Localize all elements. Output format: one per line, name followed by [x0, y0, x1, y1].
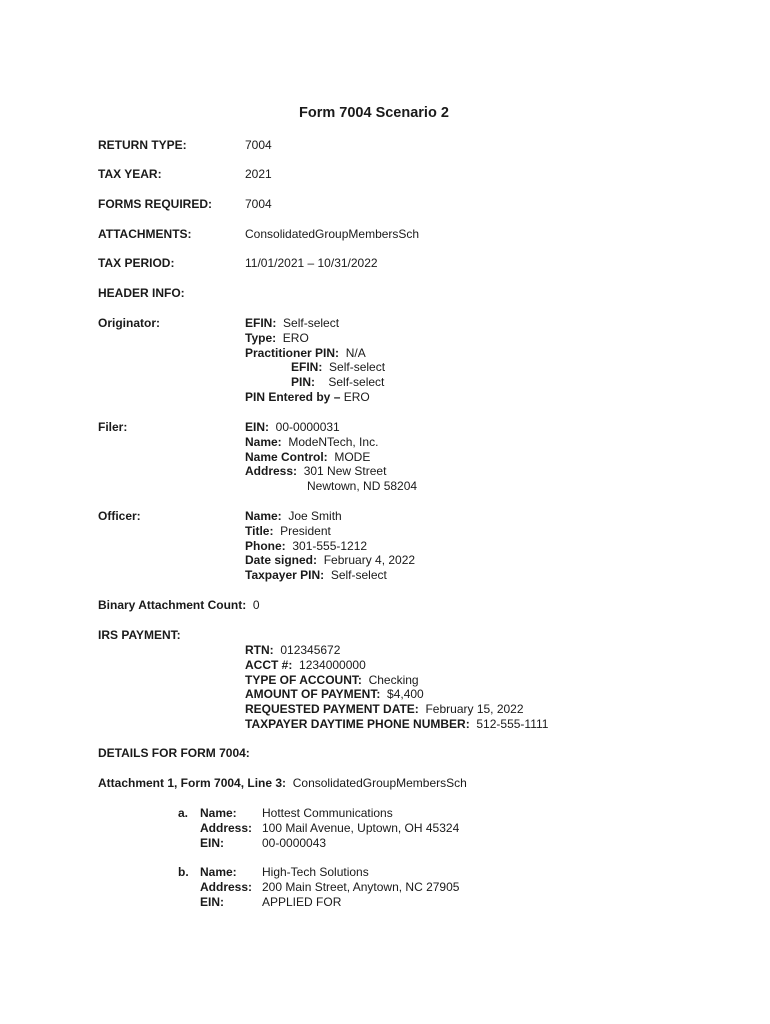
- member-b-address-value: 200 Main Street, Anytown, NC 27905: [262, 879, 460, 894]
- details-label: DETAILS FOR FORM 7004:: [98, 746, 250, 760]
- account-type-label: TYPE OF ACCOUNT:: [245, 672, 362, 687]
- filer-block: [245, 420, 417, 494]
- filer-name-value: ModeNTech, Inc.: [288, 434, 379, 449]
- practitioner-pin-label: Practitioner PIN:: [245, 345, 340, 360]
- attachment1-row: [98, 776, 467, 791]
- tax-year-label: TAX YEAR:: [98, 167, 162, 181]
- member-a-values: [262, 806, 459, 850]
- rtn-value: 012345672: [280, 643, 341, 657]
- officer-taxpayer-pin-label: Taxpayer PIN:: [245, 568, 325, 583]
- irs-payment-block: [245, 643, 548, 732]
- payment-date-value: February 15, 2022: [425, 702, 524, 717]
- daytime-phone-value: 512-555-1111: [476, 716, 549, 731]
- member-a-name-label: Name:: [200, 806, 237, 820]
- originator-efin-value: Self-select: [283, 316, 340, 330]
- practitioner-pin-sub-label: PIN:: [291, 375, 315, 390]
- payment-amount-value: $4,400: [387, 687, 424, 702]
- officer-name-label: Name:: [245, 509, 282, 523]
- filer-name-label: Name:: [245, 434, 282, 449]
- tax-year-value: 2021: [245, 167, 272, 181]
- account-type-value: Checking: [368, 672, 419, 687]
- member-a-address-label: Address:: [200, 820, 253, 835]
- member-b-values: [262, 865, 459, 909]
- binary-attachment-value: 0: [252, 598, 260, 612]
- officer-taxpayer-pin-value: Self-select: [330, 568, 387, 583]
- member-b-ein-label: EIN:: [200, 894, 224, 909]
- member-a-letter: a.: [178, 806, 189, 820]
- attachment1-value: ConsolidatedGroupMembersSch: [292, 776, 467, 790]
- officer-title-value: President: [280, 523, 331, 538]
- member-b-address-label: Address:: [200, 879, 253, 894]
- member-b-labels: [200, 865, 252, 909]
- tax-period-value: 11/01/2021 – 10/31/2022: [245, 256, 378, 270]
- header-info-label: HEADER INFO:: [98, 286, 185, 300]
- tax-period-label: TAX PERIOD:: [98, 256, 175, 270]
- return-type-value: 7004: [245, 138, 272, 152]
- filer-name-control-value: MODE: [334, 449, 371, 464]
- officer-phone-label: Phone:: [245, 538, 286, 553]
- officer-block: [245, 509, 415, 583]
- acct-value: 1234000000: [299, 657, 366, 672]
- practitioner-efin-label: EFIN:: [291, 360, 323, 375]
- practitioner-pin-value: N/A: [345, 345, 366, 360]
- payment-amount-label: AMOUNT OF PAYMENT:: [245, 687, 381, 702]
- member-a-ein-value: 00-0000043: [262, 835, 327, 850]
- officer-phone-value: 301-555-1212: [292, 538, 368, 553]
- officer-name-value: Joe Smith: [288, 509, 342, 523]
- attachment1-label: Attachment 1, Form 7004, Line 3:: [98, 776, 287, 790]
- filer-label: Filer:: [98, 420, 128, 434]
- practitioner-efin-value: Self-select: [329, 360, 386, 375]
- originator-efin-label: EFIN:: [245, 316, 277, 330]
- filer-ein-label: EIN:: [245, 420, 269, 434]
- filer-address-line1: 301 New Street: [303, 464, 387, 479]
- member-a-name-value: Hottest Communications: [262, 806, 393, 820]
- binary-attachment-label: Binary Attachment Count:: [98, 598, 247, 612]
- officer-title-label: Title:: [245, 523, 274, 538]
- officer-date-signed-label: Date signed:: [245, 553, 318, 568]
- member-b-name-label: Name:: [200, 865, 237, 879]
- pin-entered-label: PIN Entered by –: [245, 389, 341, 404]
- rtn-label: RTN:: [245, 643, 274, 657]
- originator-label: Originator:: [98, 316, 160, 330]
- officer-label: Officer:: [98, 509, 141, 523]
- attachments-value: ConsolidatedGroupMembersSch: [245, 227, 420, 241]
- filer-address-label: Address:: [245, 464, 298, 479]
- member-b-name-value: High-Tech Solutions: [262, 865, 369, 879]
- filer-ein-value: 00-0000031: [275, 420, 340, 434]
- return-type-label: RETURN TYPE:: [98, 138, 187, 152]
- forms-required-label: FORMS REQUIRED:: [98, 197, 212, 211]
- member-a-address-value: 100 Mail Avenue, Uptown, OH 45324: [262, 820, 460, 835]
- binary-attachment-row: [98, 598, 260, 613]
- payment-date-label: REQUESTED PAYMENT DATE:: [245, 702, 419, 717]
- forms-required-value: 7004: [245, 197, 272, 211]
- member-a-ein-label: EIN:: [200, 835, 224, 850]
- member-b-ein-value: APPLIED FOR: [262, 894, 342, 909]
- irs-payment-label: IRS PAYMENT:: [98, 628, 181, 642]
- filer-address-line2: Newtown, ND 58204: [307, 479, 418, 494]
- originator-type-value: ERO: [282, 330, 309, 345]
- filer-name-control-label: Name Control:: [245, 449, 328, 464]
- member-b-letter: b.: [178, 865, 189, 879]
- daytime-phone-label: TAXPAYER DAYTIME PHONE NUMBER:: [245, 716, 470, 731]
- attachments-label: ATTACHMENTS:: [98, 227, 192, 241]
- officer-date-signed-value: February 4, 2022: [323, 553, 416, 568]
- acct-label: ACCT #:: [245, 657, 293, 672]
- originator-block: [245, 316, 385, 405]
- originator-type-label: Type:: [245, 330, 277, 345]
- practitioner-pin-sub-value: Self-select: [328, 375, 385, 390]
- page-title: Form 7004 Scenario 2: [299, 105, 449, 121]
- pin-entered-value: ERO: [343, 389, 370, 404]
- member-a-labels: [200, 806, 252, 850]
